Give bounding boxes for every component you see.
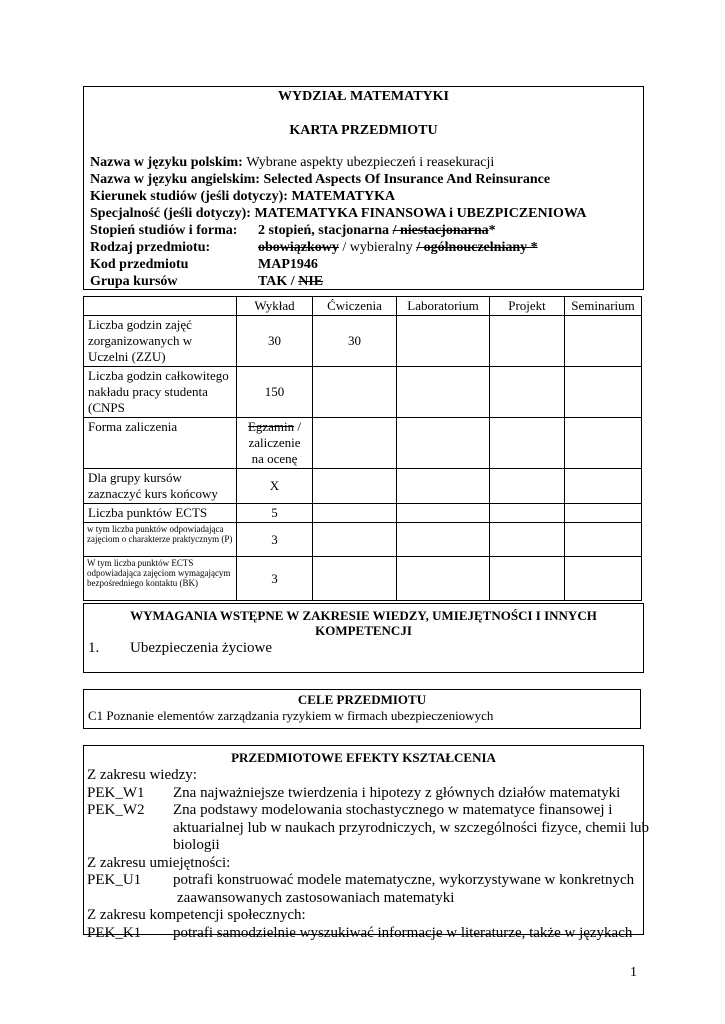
ects-lecture: 5 bbox=[237, 504, 313, 523]
table-cell bbox=[565, 316, 642, 367]
code-row bbox=[90, 257, 318, 273]
direction-label: Kierunek studiów (jeśli dotyczy): bbox=[90, 189, 288, 204]
row-label-final: Dla grupy kursów zaznaczyć kurs końcowy bbox=[84, 469, 237, 504]
effect-text: potrafi samodzielnie wyszukiwać informacje w literaturze, także w językach bbox=[173, 924, 633, 941]
goals-box bbox=[83, 689, 641, 729]
table-row bbox=[84, 367, 642, 418]
level-value bbox=[258, 223, 496, 239]
effect-code: PEK_U1 bbox=[87, 872, 142, 888]
group-value bbox=[258, 274, 323, 290]
table-cell bbox=[490, 504, 565, 523]
type-row bbox=[90, 240, 538, 256]
direction-value: MATEMATYKA bbox=[291, 189, 396, 204]
table-row bbox=[84, 316, 642, 367]
level-text: 2 stopień, stacjonarna bbox=[258, 223, 393, 238]
table-cell bbox=[490, 418, 565, 469]
row-label-practical: w tym liczba punktów odpowiadająca zajęciom o charakterze praktycznym (P) bbox=[84, 523, 237, 557]
level-label: Stopień studiów i forma: bbox=[90, 223, 238, 238]
form-grade: na ocenę bbox=[251, 451, 298, 466]
table-cell bbox=[565, 367, 642, 418]
final-lecture: X bbox=[237, 469, 313, 504]
form-struck: Egzamin bbox=[247, 419, 295, 434]
effect-text-cont: zaawansowanych zastosowaniach matematyki bbox=[177, 889, 455, 906]
table-cell bbox=[397, 523, 490, 557]
table-cell bbox=[565, 418, 642, 469]
form-slash: / bbox=[294, 419, 302, 434]
header-cell-empty bbox=[84, 297, 237, 316]
hours-table bbox=[83, 296, 642, 601]
table-cell bbox=[565, 523, 642, 557]
table-cell bbox=[397, 469, 490, 504]
social-heading: Z zakresu kompetencji społecznych: bbox=[87, 907, 306, 923]
type-selected: / wybieralny bbox=[338, 240, 417, 255]
table-cell bbox=[313, 418, 397, 469]
spec-value: MATEMATYKA FINANSOWA i UBEZPICZENIOWA bbox=[254, 206, 587, 221]
table-cell bbox=[565, 557, 642, 601]
skills-heading: Z zakresu umiejętności: bbox=[87, 854, 231, 871]
table-cell bbox=[397, 418, 490, 469]
row-label-form: Forma zaliczenia bbox=[84, 418, 237, 469]
spec-label: Specjalność (jeśli dotyczy): bbox=[90, 206, 251, 221]
table-row bbox=[84, 557, 642, 601]
table-row bbox=[84, 469, 642, 504]
form-credit: zaliczenie bbox=[248, 435, 301, 450]
name-en-row bbox=[90, 172, 550, 188]
header-cell-seminar: Seminarium bbox=[565, 297, 642, 316]
faculty-title: WYDZIAŁ MATEMATYKI bbox=[278, 89, 449, 104]
group-label: Grupa kursów bbox=[90, 274, 178, 289]
level-star: * bbox=[488, 223, 496, 238]
effect-code: PEK_W2 bbox=[87, 802, 145, 818]
effect-code: PEK_W1 bbox=[87, 784, 145, 801]
effect-text-cont: aktuarialnej lub w naukach przyrodniczych, w szczególności fizyce, chemii lub bbox=[173, 819, 650, 836]
table-cell bbox=[397, 557, 490, 601]
code-value: MAP1946 bbox=[258, 257, 318, 272]
zzu-exercises: 30 bbox=[313, 316, 397, 367]
requirement-item bbox=[88, 640, 272, 657]
table-cell bbox=[397, 504, 490, 523]
goals-title: CELE PRZEDMIOTU bbox=[297, 692, 427, 707]
effect-item bbox=[87, 802, 649, 820]
table-cell bbox=[397, 316, 490, 367]
requirement-number: 1. bbox=[88, 640, 100, 656]
table-cell bbox=[490, 469, 565, 504]
table-cell bbox=[313, 469, 397, 504]
level-struck: / niestacjonarna bbox=[392, 223, 489, 238]
table-row bbox=[84, 504, 642, 523]
table-cell bbox=[313, 367, 397, 418]
effects-list bbox=[87, 767, 649, 942]
requirement-text: Ubezpieczenia życiowe bbox=[130, 640, 272, 656]
name-en-label: Nazwa w języku angielskim: bbox=[90, 172, 260, 187]
effect-code: PEK_K1 bbox=[87, 924, 142, 941]
level-row bbox=[90, 223, 496, 239]
effect-item bbox=[87, 785, 649, 803]
table-cell bbox=[313, 557, 397, 601]
name-pl-label: Nazwa w języku polskim: bbox=[90, 155, 243, 170]
table-header-row bbox=[84, 297, 642, 316]
effect-text: Zna podstawy modelowania stochastycznego w matematyce finansowej i bbox=[173, 802, 613, 818]
bk-lecture: 3 bbox=[237, 557, 313, 601]
effect-text: potrafi konstruować modele matematyczne, wykorzystywane w konkretnych bbox=[173, 872, 635, 888]
type-value bbox=[258, 240, 538, 256]
group-no-struck: NIE bbox=[298, 274, 324, 289]
effects-box bbox=[83, 745, 650, 941]
table-cell bbox=[565, 469, 642, 504]
header-cell-exercises: Ćwiczenia bbox=[313, 297, 397, 316]
table-cell bbox=[490, 316, 565, 367]
type-label: Rodzaj przedmiotu: bbox=[90, 240, 211, 255]
header-cell-laboratory: Laboratorium bbox=[397, 297, 490, 316]
effect-text-cont: biologii bbox=[173, 837, 220, 853]
goal-c1: C1 Poznanie elementów zarządzania ryzykiem w firmach ubezpieczeniowych bbox=[88, 708, 494, 723]
effect-item bbox=[87, 925, 649, 943]
table-cell bbox=[313, 504, 397, 523]
table-cell bbox=[397, 367, 490, 418]
type-struck-1: obowiązkowy bbox=[258, 240, 339, 255]
effects-title: PRZEDMIOTOWE EFEKTY KSZTAŁCENIA bbox=[231, 750, 496, 765]
requirements-box bbox=[83, 603, 644, 673]
type-struck-2: / ogólnouczelniany * bbox=[416, 240, 538, 255]
name-pl-value: Wybrane aspekty ubezpieczeń i reasekuracji bbox=[246, 155, 495, 170]
practical-lecture: 3 bbox=[237, 523, 313, 557]
row-label-zzu: Liczba godzin zajęć zorganizowanych w Uczelni (ZZU) bbox=[84, 316, 237, 367]
header-cell-lecture: Wykład bbox=[237, 297, 313, 316]
knowledge-heading: Z zakresu wiedzy: bbox=[87, 767, 197, 783]
code-label: Kod przedmiotu bbox=[90, 257, 189, 272]
requirements-title: WYMAGANIA WSTĘPNE W ZAKRESIE WIEDZY, UMIEJĘTNOŚCI I INNYCH KOMPETENCJI bbox=[130, 608, 597, 638]
row-label-cnps: Liczba godzin całkowitego nakładu pracy studenta (CNPS bbox=[84, 367, 237, 418]
spec-row bbox=[90, 206, 587, 222]
table-row bbox=[84, 523, 642, 557]
cnps-lecture: 150 bbox=[237, 367, 313, 418]
zzu-lecture: 30 bbox=[237, 316, 313, 367]
row-label-bk: W tym liczba punktów ECTS odpowiadająca zajęciom wymagającym bezpośredniego kontaktu (BK) bbox=[84, 557, 237, 601]
table-cell bbox=[490, 367, 565, 418]
header-cell-project: Projekt bbox=[490, 297, 565, 316]
table-cell bbox=[313, 523, 397, 557]
card-title: KARTA PRZEDMIOTU bbox=[289, 123, 438, 138]
table-cell bbox=[490, 523, 565, 557]
name-en-value: Selected Aspects Of Insurance And Reinsurance bbox=[263, 172, 551, 187]
effect-text: Zna najważniejsze twierdzenia i hipotezy z głównych działów matematyki bbox=[173, 784, 621, 801]
direction-row bbox=[90, 189, 395, 205]
form-lecture bbox=[237, 418, 313, 469]
row-label-ects: Liczba punktów ECTS bbox=[84, 504, 237, 523]
group-yes: TAK / bbox=[258, 274, 299, 289]
effect-item bbox=[87, 872, 649, 890]
page-number: 1 bbox=[630, 965, 637, 980]
course-header-box bbox=[83, 86, 644, 290]
table-row bbox=[84, 418, 642, 469]
group-row bbox=[90, 274, 324, 290]
table-cell bbox=[490, 557, 565, 601]
table-cell bbox=[565, 504, 642, 523]
name-pl-row bbox=[90, 155, 494, 171]
